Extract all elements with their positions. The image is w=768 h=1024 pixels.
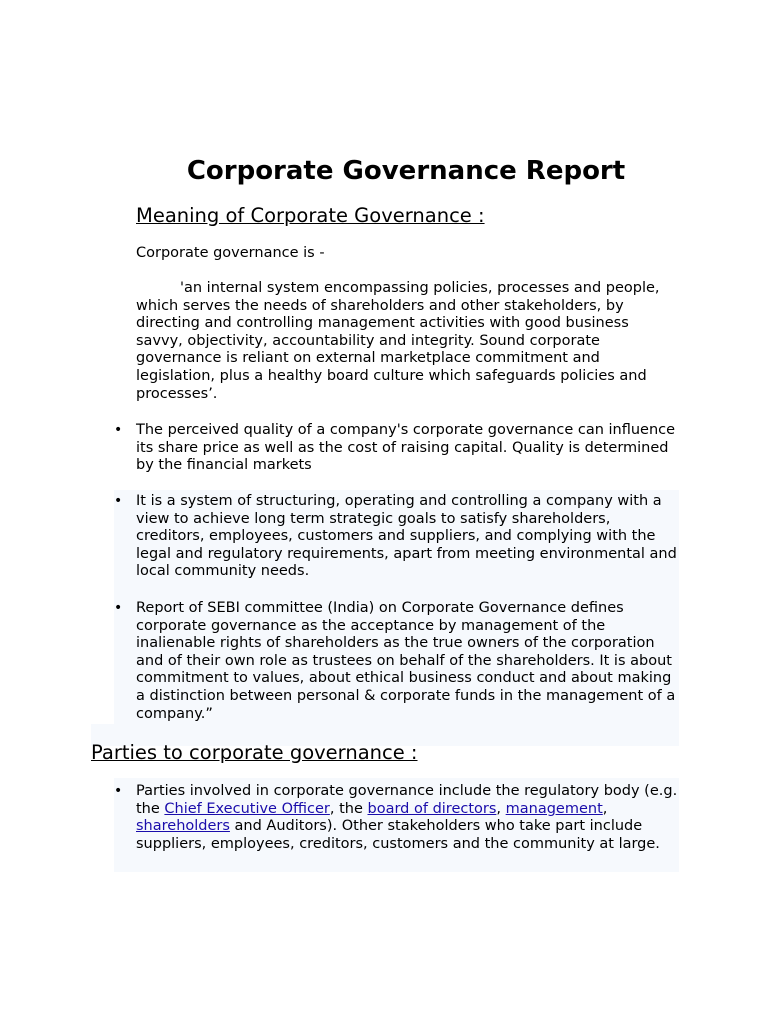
text-run: ,: [602, 800, 608, 817]
link-shareholders[interactable]: shareholders: [136, 818, 230, 835]
intro-text: Corporate governance is -: [136, 245, 325, 261]
section-heading-parties: Parties to corporate governance :: [91, 741, 418, 764]
text-run: Parties involved in corporate governance include the regulatory body (e.g. the: [136, 783, 678, 817]
bullet-icon: •: [114, 600, 123, 616]
definition-quote: 'an internal system encompassing policies, processes and people, which serves the needs of shareholders and other stakeholders, by directing and controlling management activities with good business savvy, objectivity, accountability and integrity. Sound corporate governance is reliant on external marketplace commitment and legislation, plus a healthy board culture which safeguards policies and processes’.: [136, 280, 660, 402]
list-item-text: Report of SEBI committee (India) on Corporate Governance defines corporate governance as the acceptance by management of the inalienable rights of shareholders as the true owners of the corporation and of their own role as trustees on behalf of the shareholders. It is about commitment to values, about ethical business conduct and about making a distinction between personal & corporate funds in the management of a company.”: [136, 600, 676, 722]
text-run: ,: [496, 800, 506, 817]
list-item: [114, 493, 678, 581]
section-heading-meaning: Meaning of Corporate Governance :: [136, 204, 485, 227]
link-board-of-directors[interactable]: board of directors: [367, 800, 497, 817]
list-item-text: It is a system of structuring, operating and controlling a company with a view to achieve long term strategic goals to satisfy shareholders, creditors, employees, customers and suppliers, and complying with the legal and regulatory requirements, apart from meeting environmental and local community needs.: [136, 493, 677, 580]
list-item: [114, 422, 678, 475]
list-item-text: [136, 783, 677, 852]
text-run: , the: [329, 800, 368, 817]
list-item: [114, 600, 678, 723]
text-run: and Auditors). Other stakeholders who take part include suppliers, employees, creditors, customers and the community at large.: [136, 818, 660, 852]
bullet-icon: •: [114, 422, 123, 438]
list-item: [114, 783, 678, 853]
document-title: Corporate Governance Report: [186, 156, 626, 186]
link-chief-executive-officer[interactable]: Chief Executive Officer: [164, 800, 330, 817]
bullet-icon: •: [114, 493, 123, 509]
bullet-icon: •: [114, 783, 123, 799]
link-management[interactable]: management: [505, 800, 603, 817]
list-item-text: The perceived quality of a company's corporate governance can influence its share price as well as the cost of raising capital. Quality is determined by the financial markets: [136, 422, 676, 474]
